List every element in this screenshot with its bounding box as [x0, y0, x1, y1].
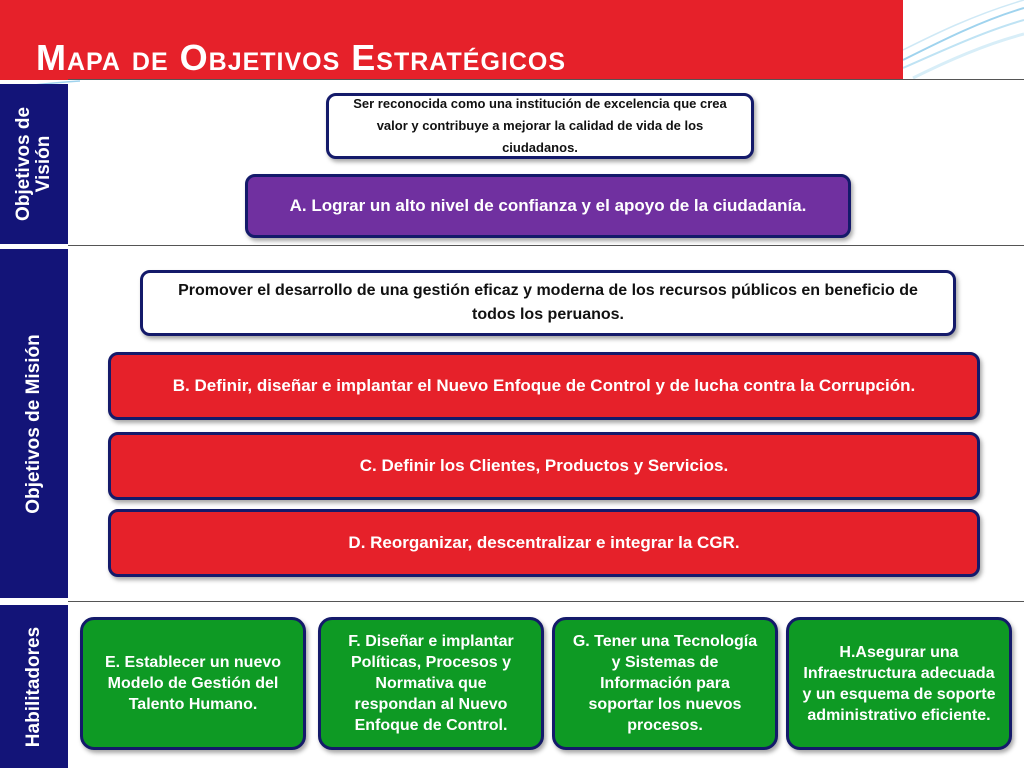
objective-c-box: [108, 432, 980, 500]
decorative-swoosh-graphic: [903, 0, 1024, 80]
divider-mision: [68, 601, 1024, 602]
enabler-g-box: [552, 617, 778, 750]
objective-d-text: D. Reorganizar, descentralizar e integrar la CGR.: [348, 533, 740, 552]
objective-c-text: C. Definir los Clientes, Productos y Servicios.: [359, 456, 729, 475]
enabler-g-text: G. Tener una Tecnología y Sistemas de Información para soportar los nuevos procesos.: [572, 633, 758, 734]
mission-statement-text: Promover el desarrollo de una gestión eficaz y moderna de los recursos públicos en beneficio de todos los peruanos.: [178, 282, 918, 323]
section-label-mision: [0, 249, 68, 598]
vision-statement-box: [326, 93, 754, 159]
mission-statement-box: [140, 270, 956, 336]
objective-a-box: [245, 174, 851, 238]
section-label-habilitadores-text: Habilitadores: [23, 626, 44, 747]
enabler-e-box: [80, 617, 306, 750]
page-title: Mapa de Objetivos Estratégicos: [36, 37, 567, 78]
enabler-f-box: [318, 617, 544, 750]
objective-a-text: A. Lograr un alto nivel de confianza y el apoyo de la ciudadanía.: [289, 196, 807, 215]
enabler-e-text: E. Establecer un nuevo Modelo de Gestión del Talento Humano.: [104, 654, 282, 713]
objective-d-box: [108, 509, 980, 577]
divider-vision: [68, 245, 1024, 246]
enabler-h-text: H.Asegurar una Infraestructura adecuada y un esquema de soporte administrativo eficiente.: [802, 643, 996, 724]
objective-b-box: [108, 352, 980, 420]
section-label-vision: [0, 84, 68, 244]
section-label-mision-text: Objetivos de Misión: [23, 333, 44, 514]
section-label-habilitadores: [0, 605, 68, 768]
vision-statement-text: Ser reconocida como una institución de excelencia que crea valor y contribuye a mejorar la calidad de vida de los ciudadanos.: [353, 96, 727, 155]
divider-top: [68, 79, 1024, 80]
enabler-h-box: [786, 617, 1012, 750]
enabler-f-text: F. Diseñar e implantar Políticas, Procesos y Normativa que respondan al Nuevo Enfoque de Control.: [348, 633, 514, 734]
section-label-vision-text: Objetivos de Visión: [13, 106, 54, 222]
objective-b-text: B. Definir, diseñar e implantar el Nuevo Enfoque de Control y de lucha contra la Corrupción.: [172, 376, 916, 395]
